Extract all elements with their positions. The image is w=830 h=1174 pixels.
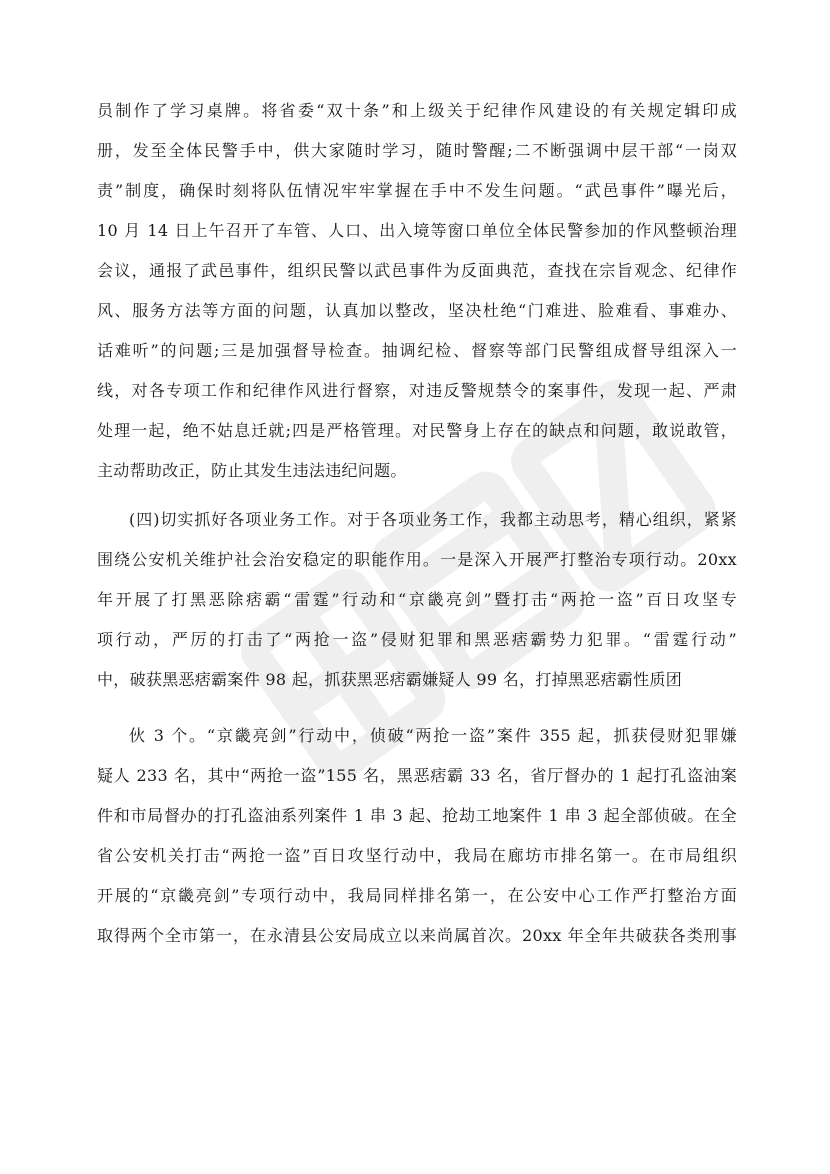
text-line: 话难听”的问题;三是加强督导检查。抽调纪检、督察等部门民警组成督导组深入一 — [97, 341, 737, 360]
text-line: 取得两个全市第一，在永清县公安局成立以来尚属首次。20xx 年全年共破获各类刑事 — [97, 926, 737, 945]
text-line: 中，破获黑恶痞霸案件 98 起，抓获黑恶痞霸嫌疑人 99 名，打掉黑恶痞霸性质团 — [97, 670, 683, 689]
text-line: 伙 3 个。“京畿亮剑”行动中，侦破“两抢一盗”案件 355 起，抓获侵财犯罪嫌 — [129, 726, 737, 745]
text-line: 处理一起，绝不姑息迁就;四是严格管理。对民警身上存在的缺点和问题，敢说敢管， — [97, 421, 737, 440]
document-body — [97, 91, 737, 956]
text-line: 册，发至全体民警手中，供大家随时学习，随时警醒;二不断强调中层干部“一岗双 — [97, 141, 737, 160]
text-line: 围绕公安机关维护社会治安稳定的职能作用。一是深入开展严打整治专项行动。20xx — [97, 550, 737, 569]
text-line: 项行动，严厉的打击了“两抢一盗”侵财犯罪和黑恶痞霸势力犯罪。“雷霆行动” — [97, 630, 737, 649]
text-line: 开展的“京畿亮剑”专项行动中，我局同样排名第一，在公安中心工作严打整治方面 — [97, 886, 737, 905]
text-line: (四)切实抓好各项业务工作。对于各项业务工作，我都主动思考，精心组织，紧紧 — [129, 510, 737, 529]
text-line: 主动帮助改正，防止其发生违法违纪问题。 — [97, 461, 407, 480]
text-line: 风、服务方法等方面的问题，认真加以整改，坚决杜绝“门难进、脸难看、事难办、 — [97, 301, 737, 320]
text-line: 员制作了学习桌牌。将省委“双十条”和上级关于纪律作风建设的有关规定辑印成 — [97, 101, 737, 120]
text-line: 年开展了打黑恶除痞霸“雷霆”行动和“京畿亮剑”暨打击“两抢一盗”百日攻坚专 — [97, 590, 737, 609]
text-line: 疑人 233 名，其中“两抢一盗”155 名，黑恶痞霸 33 名，省厅督办的 1 起打孔盗油案 — [97, 766, 737, 785]
paragraph-2 — [97, 500, 737, 700]
text-line: 责”制度，确保时刻将队伍情况牢牢掌握在手中不发生问题。“武邑事件”曝光后， — [97, 181, 737, 200]
text-line: 10 月 14 日上午召开了车管、人口、出入境等窗口单位全体民警参加的作风整顿治理 — [97, 221, 737, 240]
text-line: 会议，通报了武邑事件，组织民警以武邑事件为反面典范，查找在宗旨观念、纪律作 — [97, 261, 737, 280]
paragraph-3 — [97, 716, 737, 956]
paragraph-1 — [97, 91, 737, 491]
text-line: 件和市局督办的打孔盗油系列案件 1 串 3 起、抢劫工地案件 1 串 3 起全部侦破。在全 — [97, 806, 737, 825]
text-line: 省公安机关打击“两抢一盗”百日攻坚行动中，我局在廊坊市排名第一。在市局组织 — [97, 846, 737, 865]
text-line: 线，对各专项工作和纪律作风进行督察，对违反警规禁令的案事件，发现一起、严肃 — [97, 381, 737, 400]
